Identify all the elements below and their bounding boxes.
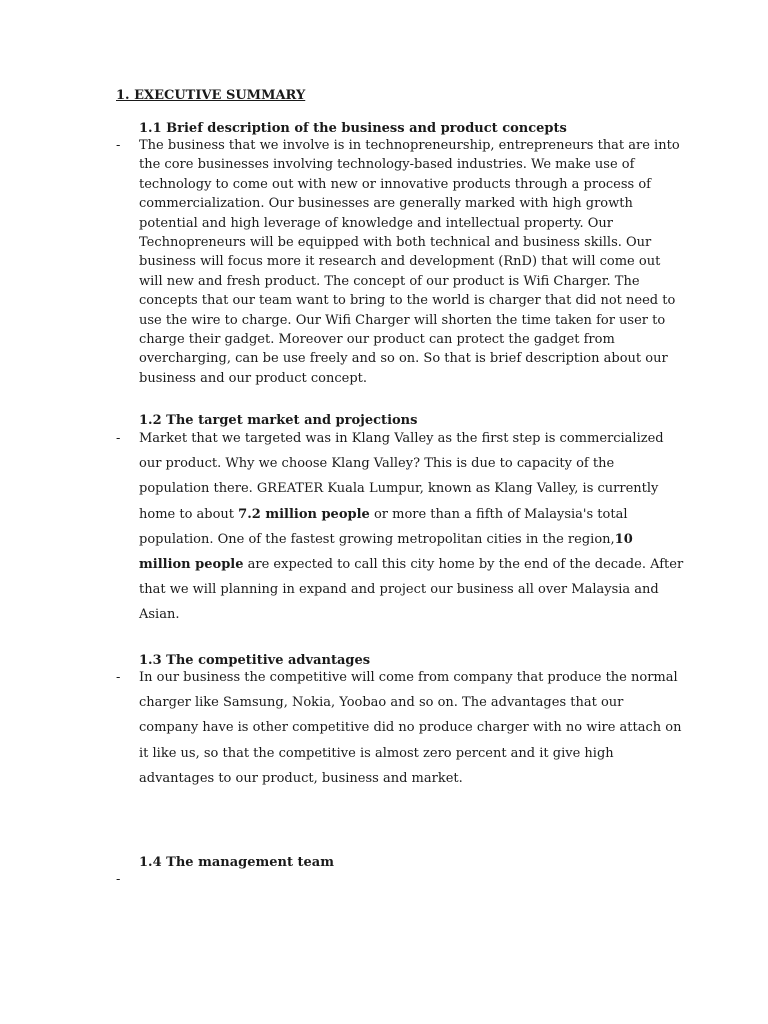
- section-paragraph-1-1: The business that we involve is in technopreneurship, entrepreneurs that are into the core businesses involving technology-based industries. We make use of technology to come out with new or innovative products through a process of commercialization. Our businesses are generally marked with high growth potential and high leverage of knowledge and intellectual property. Our Technopreneurs will be equipped with both technical and business skills. Our business will focus more it research and development (RnD) that will come out will new and fresh product. The concept of our product is Wifi Charger. The concepts that our team want to bring to the world is charger that did not need to use the wire to charge. Our Wifi Charger will shorten the time taken for user to charge their gadget. Moreover our product can protect the gadget from overcharging, can be use freely and so on. So that is brief description about our business and our product concept.: [139, 138, 680, 386]
- paragraph-text: are expected to call this city home by the end of the decade. After that we will planning in expand and project our business all over Malaysia and Asian.: [139, 557, 684, 623]
- section-heading-1-2: 1.2 The target market and projections: [139, 413, 418, 428]
- section-heading-1-3: 1.3 The competitive advantages: [139, 653, 371, 668]
- bullet-1-2: -: [116, 431, 121, 446]
- section-paragraph-1-3: In our business the competitive will come from company that produce the normal charger like Samsung, Nokia, Yoobao and so on. The advantages that our company have is other competitive did no produce charger with no wire attach on it like us, so that the competitive is almost zero percent and it give high advantages to our product, business and market.: [139, 670, 682, 786]
- bullet-1-3: -: [116, 670, 121, 685]
- section-heading-1-4: 1.4 The management team: [139, 855, 334, 870]
- section-paragraph-1-2: [139, 426, 684, 628]
- bullet-1-1: -: [116, 138, 121, 153]
- paragraph-text: Market that we targeted was in Klang Valley as the first step is commercialized our product. Why we choose Klang Valley? This is due to capacity of the population there. GREATER Kuala Lumpur, known as Klang Valley, is currently home to about: [139, 431, 664, 522]
- population-figure: 7.2 million people: [238, 506, 370, 522]
- bullet-1-4: -: [116, 872, 121, 887]
- document-title: 1. EXECUTIVE SUMMARY: [116, 88, 306, 103]
- projected-population-figure: 10 million people: [139, 531, 633, 573]
- paragraph-text: or more than a fifth of Malaysia's total population. One of the fastest growing metropolitan cities in the region,: [139, 506, 628, 547]
- section-heading-1-1: 1.1 Brief description of the business and product concepts: [139, 121, 567, 136]
